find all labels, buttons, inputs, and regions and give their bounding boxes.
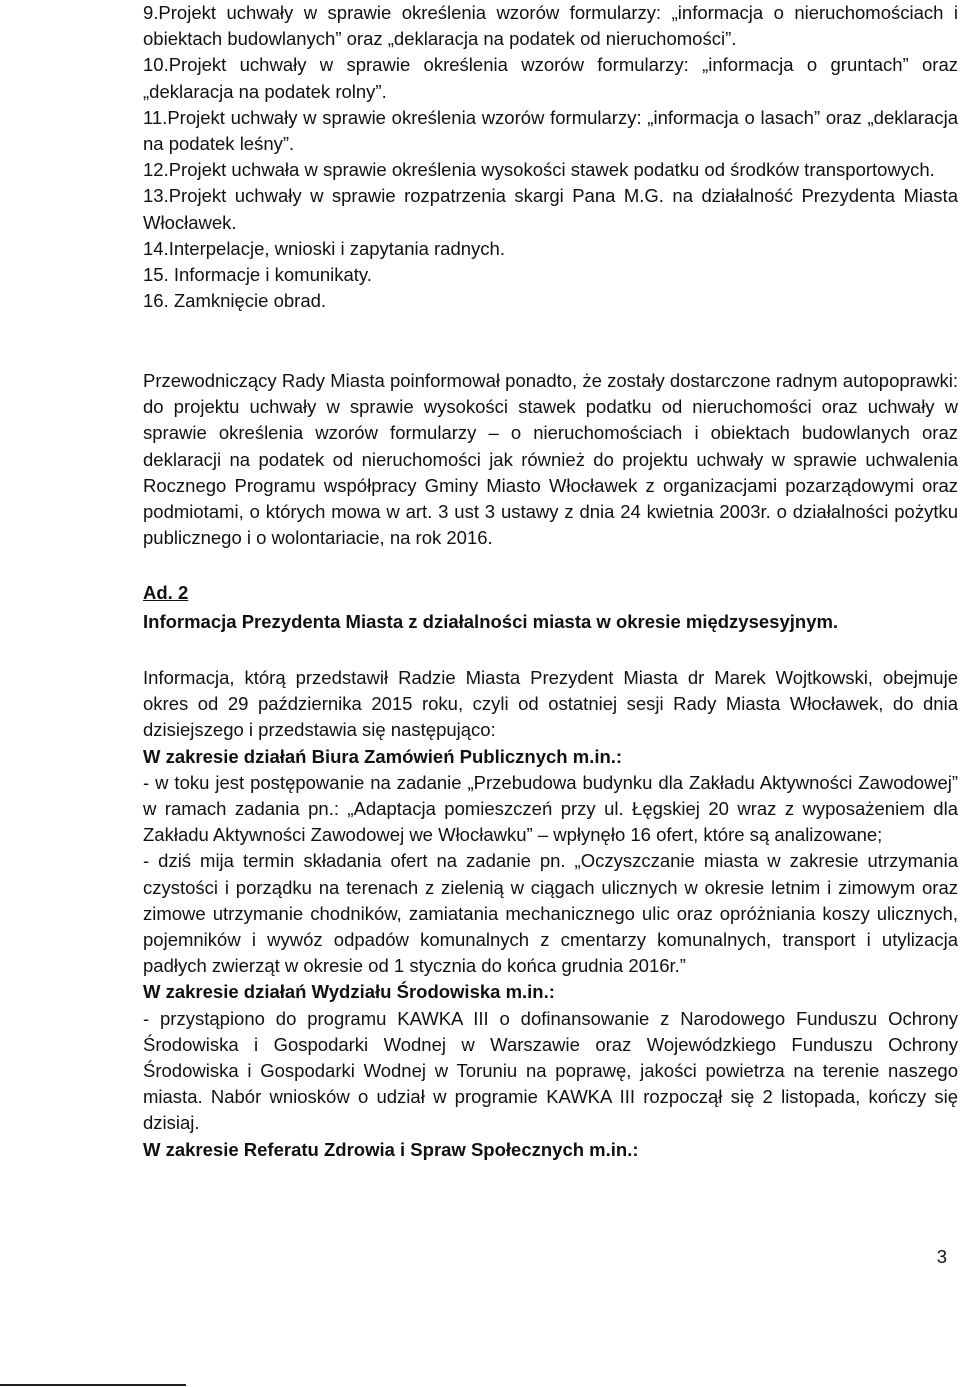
rz-heading: W zakresie Referatu Zdrowia i Spraw Społecznych m.in.:: [143, 1138, 639, 1160]
intro-paragraph: Przewodniczący Rady Miasta poinformował ponadto, że zostały dostarczone radnym autopoprawki: do projektu uchwały w sprawie wysokości stawek podatku od nieruchomości oraz uchwały w sprawie określenia wzorów formularzy – o nieruchomościach i obiektach budowlanych oraz deklaracji na podatek od nieruchomości jak również do projektu uchwały w sprawie uchwalenia Rocznego Programu współpracy Gminy Miasto Włocławek z organizacjami pozarządowymi oraz podmiotami, o których mowa w art. 3 ust 3 ustawy z dnia 24 kwietnia 2003r. o działalności pożytku publicznego i o wolontariacie, na rok 2016.: [143, 370, 958, 549]
agenda-item: 15. Informacje i komunikaty.: [143, 264, 372, 286]
agenda-item: 16. Zamknięcie obrad.: [143, 290, 327, 312]
ws-heading: W zakresie działań Wydziału Środowiska m.in.:: [143, 981, 555, 1003]
section-lead: Informacja, którą przedstawił Radzie Miasta Prezydent Miasta dr Marek Wojtkowski, obejmuje okres od 29 października 2015 roku, czyli od ostatniej sesji Rady Miasta Włocławek, do dnia dzisiejszego i przedstawia się następująco:: [143, 667, 958, 741]
agenda-item: 9.Projekt uchwały w sprawie określenia wzorów formularzy: „informacja o nieruchomościach i obiektach budowlanych” oraz „deklaracja na podatek od nieruchomości”.: [143, 2, 958, 50]
ws-item: - przystąpiono do programu KAWKA III o dofinansowanie z Narodowego Funduszu Ochrony Środowiska i Gospodarki Wodnej w Warszawie oraz Wojewódzkiego Funduszu Ochrony Środowiska i Gospodarki Wodnej w Toruniu na poprawę, jakości powietrza na terenie naszego miasta. Nabór wniosków o udział w programie KAWKA III rozpoczął się 2 listopada, kończy się dzisiaj.: [143, 1007, 958, 1134]
section-ad-label: Ad. 2: [143, 582, 189, 603]
section-body: [143, 665, 958, 1163]
agenda-item: 13.Projekt uchwały w sprawie rozpatrzenia skargi Pana M.G. na działalność Prezydenta Miasta Włocławek.: [143, 185, 958, 233]
section-title: Informacja Prezydenta Miasta z działalności miasta w okresie międzysesyjnym.: [143, 611, 839, 632]
agenda-item: 14.Interpelacje, wnioski i zapytania radnych.: [143, 237, 505, 259]
bzp-item: - dziś mija termin składania ofert na zadanie pn. „Oczyszczanie miasta w zakresie utrzymania czystości i porządku na terenach z zielenią w ciągach ulicznych w okresie letnim i zimowym oraz zimowe utrzymanie chodników, zamiatania mechanicznego ulic oraz opróżniania koszy ulicznych, pojemników i wywóz odpadów komunalnych z cmentarzy komunalnych, transport i utylizacja padłych zwierząt w okresie od 1 stycznia do końca grudnia 2016r.”: [143, 850, 958, 977]
page-number: 3: [936, 1246, 947, 1267]
agenda-item: 11.Projekt uchwały w sprawie określenia wzorów formularzy: „informacja o lasach” oraz „deklaracja na podatek leśny”.: [143, 106, 958, 155]
bzp-item: - w toku jest postępowanie na zadanie „Przebudowa budynku dla Zakładu Aktywności Zawodowej” w ramach zadania pn.: „Adaptacja pomieszczeń przy ul. Łęgskiej 20 wraz z wyposażeniem dla Zakładu Aktywności Zawodowej we Włocławku” – wpłynęło 16 ofert, które są analizowane;: [143, 771, 958, 846]
agenda-list: [143, 0, 958, 314]
footer-rule: [0, 1384, 186, 1386]
agenda-item: 10.Projekt uchwały w sprawie określenia wzorów formularzy: „informacja o gruntach” oraz „deklaracja na podatek rolny”.: [143, 54, 958, 102]
agenda-item: 12.Projekt uchwała w sprawie określenia wysokości stawek podatku od środków transportowych.: [143, 159, 935, 181]
bzp-heading: W zakresie działań Biura Zamówień Publicznych m.in.:: [143, 745, 623, 767]
